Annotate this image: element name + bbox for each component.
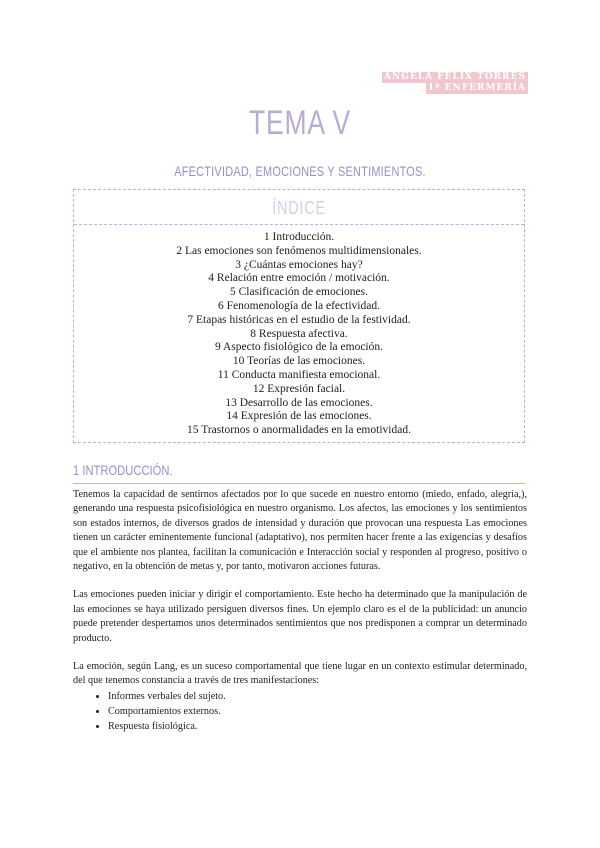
author-block xyxy=(382,72,528,94)
bullet-item: • Informes verbales del sujeto. xyxy=(108,689,527,704)
index-item: 12 Expresión facial. xyxy=(252,382,346,395)
index-item: 8 Respuesta afectiva. xyxy=(250,327,348,340)
paragraph: Las emociones pueden iniciar y dirigir el comportamiento. Este hecho ha determinado que la manipulación de las emociones se haya utilizado persiguen diversos fines. Un ejemplo claro es el de la publicidad: un anuncio puede pretender despertamos unos determinados sentimientos que nos predisponen a comprar un determinado producto. xyxy=(73,589,527,644)
index-item: 5 Clasificación de emociones. xyxy=(230,286,368,299)
bullet-list xyxy=(73,689,527,734)
index-item: 4 Relación entre emoción / motivación. xyxy=(208,272,390,285)
paragraph: La emoción, según Lang, es un suceso comportamental que tiene lugar en un contexto estimular determinado, del que tenemos constancia a través de tres manifestaciones: xyxy=(73,661,527,687)
bullet-item: • Respuesta fisiológica. xyxy=(108,719,527,734)
index-item: 13 Desarrollo de las emociones. xyxy=(225,396,373,409)
index-item: 2 Las emociones son fenómenos multidimensionales. xyxy=(176,244,422,257)
index-divider xyxy=(74,224,524,225)
page-subtitle: AFECTIVIDAD, EMOCIONES Y SENTIMIENTOS. xyxy=(174,163,426,179)
index-item: 7 Etapas históricas en el estudio de la festividad. xyxy=(187,313,411,326)
index-item: 15 Trastornos o anormalidades en la emotividad. xyxy=(187,424,411,437)
page-title: TEMA V xyxy=(249,104,351,142)
section-heading: 1 INTRODUCCIÓN. xyxy=(73,462,173,478)
index-item: 11 Conducta manifiesta emocional. xyxy=(217,368,381,381)
index-item: 14 Expresión de las emociones. xyxy=(226,410,372,423)
index-list xyxy=(74,231,524,438)
paragraph: Tenemos la capacidad de sentirnos afectados por lo que sucede en nuestro entorno (miedo, enfado, alegría,), generando una respuesta psicofisiológica en nuestro organismo. Los afectos, las emociones y los sentimientos son estados internos, de diversos grados de intensidad y duración que provocan una respuesta Las emociones tienen un carácter eminentemente funcional (adaptativo), nos permiten hacer frente a las exigencias y desafíos que el ambiente nos plantea, facilitan la comunicación e Interacción social y responden al progreso, positivo o negativo, en la obtención de metas y, por tanto, motivaron acciones futuras. xyxy=(73,489,527,573)
author-course: 1º ENFERMERÍA xyxy=(427,83,526,93)
section-content xyxy=(73,488,527,734)
author-name: ÁNGELA FÉLIX TORRES xyxy=(384,72,526,82)
index-item: 3 ¿Cuántas emociones hay? xyxy=(235,258,363,271)
index-item: 9 Aspecto fisiológico de la emoción. xyxy=(215,341,383,354)
index-item: 1 Introducción. xyxy=(263,231,335,243)
index-item: 6 Fenomenología de la efectividad. xyxy=(218,299,380,312)
index-item: 10 Teorías de las emociones. xyxy=(232,355,366,368)
bullet-item: • Comportamientos externos. xyxy=(108,704,527,719)
section-underline xyxy=(73,483,525,484)
index-heading: ÍNDICE xyxy=(272,198,326,218)
index-box xyxy=(73,189,525,443)
